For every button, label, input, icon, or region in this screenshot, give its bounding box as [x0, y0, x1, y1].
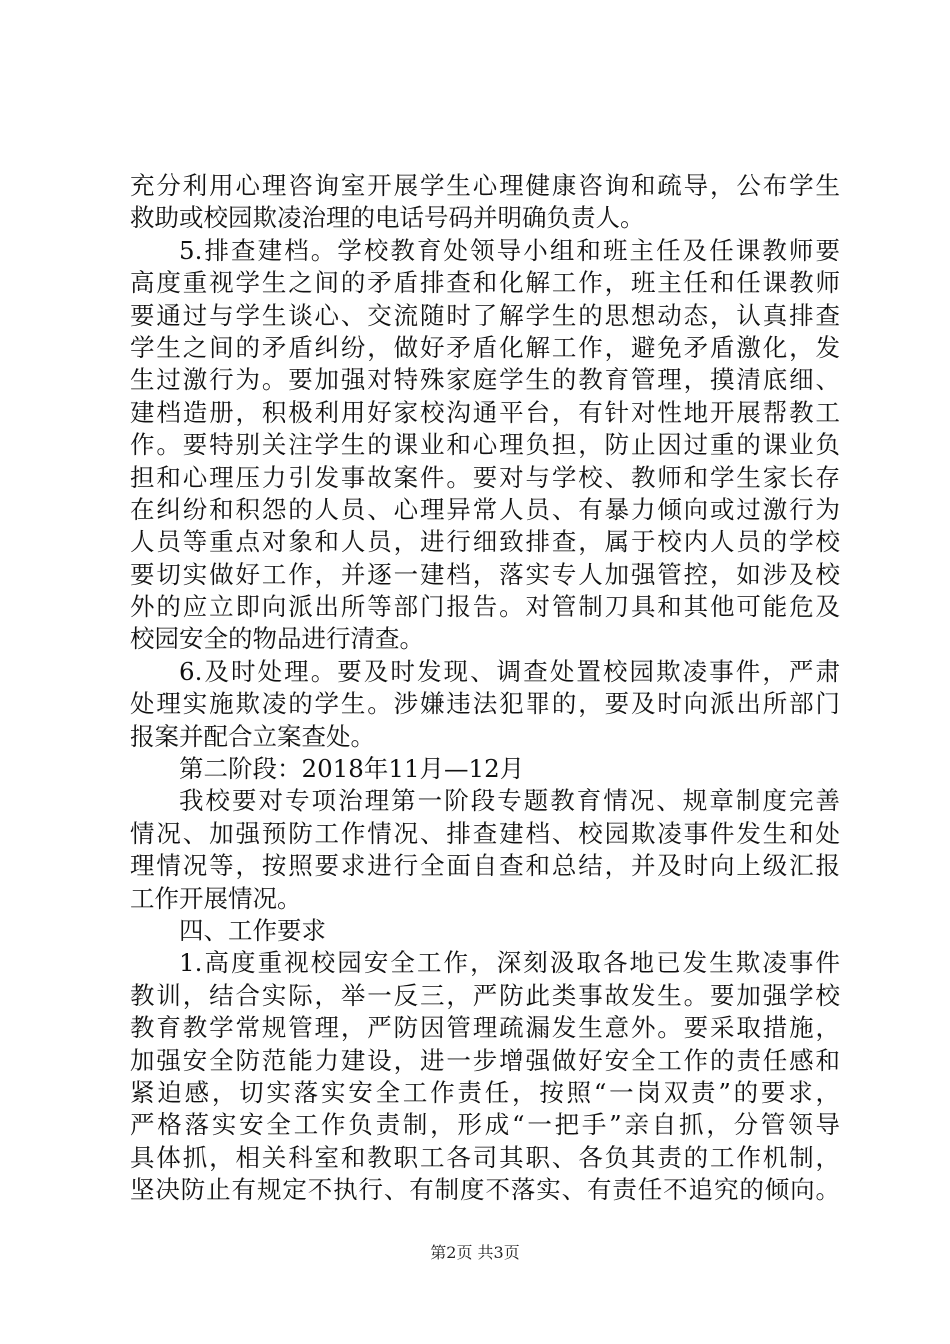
text-line: 教训，结合实际，举一反三，严防此类事故发生。要加强学校 [130, 980, 840, 1010]
text-line: 要切实做好工作，并逐一建档，落实专人加强管控，如涉及校 [130, 559, 840, 589]
text-line: 校园安全的物品进行清查。 [130, 624, 424, 654]
text-line: 严格落实安全工作负责制，形成“一把手”亲自抓，分管领导 [130, 1110, 840, 1140]
text-line: 1.高度重视校园安全工作，深刻汲取各地已发生欺凌事件 [179, 948, 840, 978]
text-line: 5.排查建档。学校教育处领导小组和班主任及任课教师要 [179, 235, 840, 265]
text-line: 加强安全防范能力建设，进一步增强做好安全工作的责任感和 [130, 1045, 840, 1075]
text-line: 生过激行为。要加强对特殊家庭学生的教育管理，摸清底细、 [130, 365, 840, 395]
text-line: 具体抓，相关科室和教职工各司其职、各负其责的工作机制， [130, 1142, 840, 1172]
text-line: 外的应立即向派出所等部门报告。对管制刀具和其他可能危及 [130, 592, 840, 622]
text-line: 我校要对专项治理第一阶段专题教育情况、规章制度完善 [179, 786, 840, 816]
text-line: 要通过与学生谈心、交流随时了解学生的思想动态，认真排查 [130, 300, 840, 330]
text-line: 紧迫感，切实落实安全工作责任，按照“一岗双责”的要求， [130, 1077, 840, 1107]
text-line: 四、工作要求 [179, 915, 326, 945]
text-line: 充分利用心理咨询室开展学生心理健康咨询和疏导，公布学生 [130, 171, 840, 200]
text-line: 学生之间的矛盾纠纷，做好矛盾化解工作，避免矛盾激化，发 [130, 332, 840, 362]
text-line: 救助或校园欺凌治理的电话号码并明确负责人。 [130, 203, 645, 233]
text-line: 担和心理压力引发事故案件。要对与学校、教师和学生家长存 [130, 462, 840, 492]
text-line: 高度重视学生之间的矛盾排查和化解工作，班主任和任课教师 [130, 268, 840, 298]
text-line: 处理实施欺凌的学生。涉嫌违法犯罪的，要及时向派出所部门 [130, 689, 840, 719]
text-line: 第二阶段：2018年11月—12月 [179, 754, 525, 784]
text-line: 坚决防止有规定不执行、有制度不落实、有责任不追究的倾向。 [130, 1175, 840, 1205]
document-body [130, 170, 840, 1207]
text-line: 6.及时处理。要及时发现、调查处置校园欺凌事件，严肃 [179, 656, 840, 686]
text-line: 报案并配合立案查处。 [130, 721, 375, 751]
text-line: 情况、加强预防工作情况、排查建档、校园欺凌事件发生和处 [130, 818, 840, 848]
text-line: 工作开展情况。 [130, 883, 302, 913]
text-line: 作。要特别关注学生的课业和心理负担，防止因过重的课业负 [130, 430, 840, 460]
page-number-label: 第2页 共3页 [430, 1243, 520, 1262]
text-line: 教育教学常规管理，严防因管理疏漏发生意外。要采取措施， [130, 1013, 840, 1043]
text-line: 理情况等，按照要求进行全面自查和总结，并及时向上级汇报 [130, 851, 840, 881]
text-line: 在纠纷和积怨的人员、心理异常人员、有暴力倾向或过激行为 [130, 494, 840, 524]
page-footer [0, 1243, 950, 1263]
text-line: 人员等重点对象和人员，进行细致排查，属于校内人员的学校 [130, 527, 840, 557]
text-line: 建档造册，积极利用好家校沟通平台，有针对性地开展帮教工 [130, 397, 840, 427]
